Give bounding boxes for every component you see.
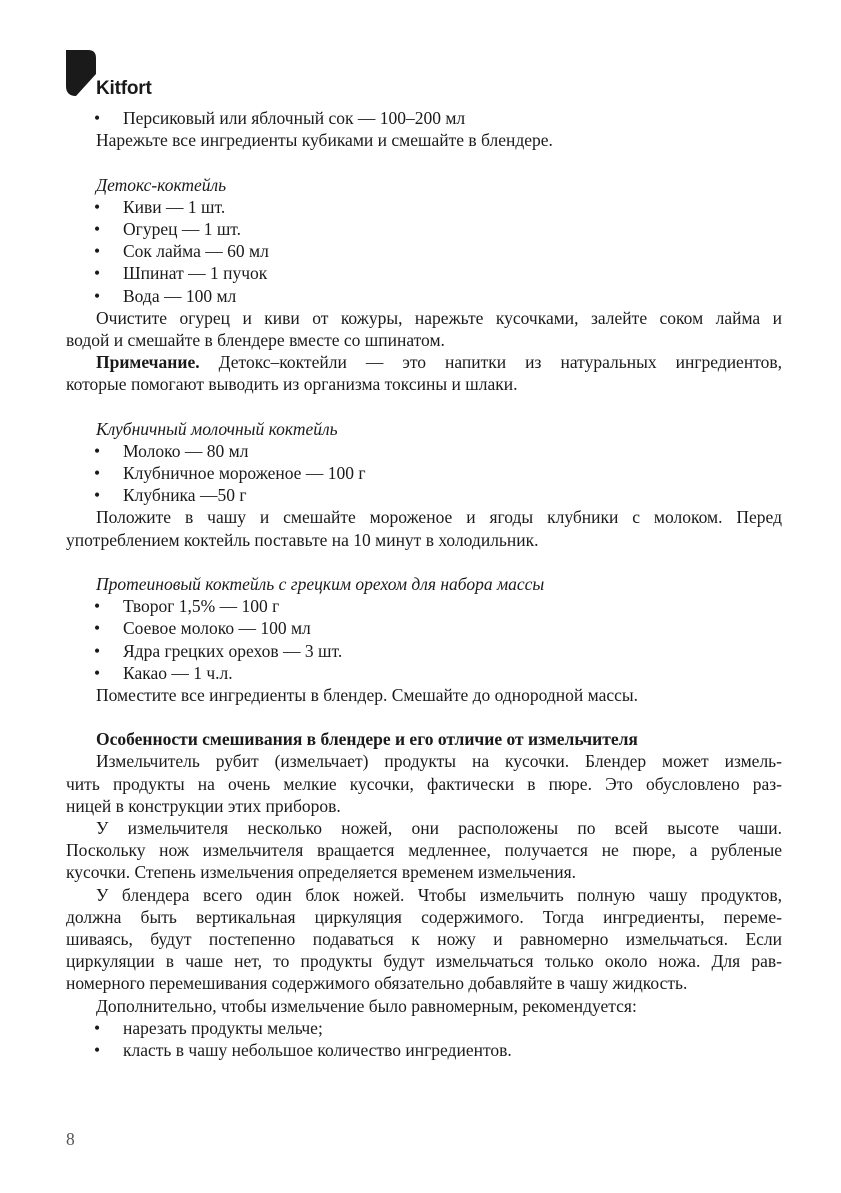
list-item-text: Сок лайма — 60 мл	[123, 241, 269, 262]
brand-name: Kitfort	[96, 78, 152, 99]
recipe-title: Протеиновый коктейль с грецким орехом для набора массы	[96, 573, 545, 594]
list-item	[66, 462, 782, 484]
bullet: •	[94, 218, 101, 239]
paragraph-line: циркуляции в чаше нет, то продукты будут измельчаться только около ножа. Для рав-	[66, 951, 782, 972]
paragraph-line: У измельчителя несколько ножей, они расположены по всей высоте чаши.	[96, 818, 782, 838]
bullet: •	[94, 108, 101, 128]
recipe-title: Клубничный молочный коктейль	[96, 418, 338, 439]
bullet: •	[94, 618, 101, 639]
paragraph-line: водой и смешайте в блендере вместе со шпинатом.	[66, 329, 445, 350]
list-item-text: Молоко — 80 мл	[123, 440, 249, 461]
list-item-text: Вода — 100 мл	[123, 285, 237, 306]
list-item	[66, 595, 782, 617]
note-line	[66, 351, 782, 373]
list-item	[66, 440, 782, 462]
list-item-text: Творог 1,5% — 100 г	[123, 596, 280, 617]
list-item	[66, 617, 782, 639]
paragraph-line: Дополнительно, чтобы измельчение было равномерным, рекомендуется:	[96, 995, 637, 1016]
list-item-text: Киви — 1 шт.	[123, 196, 226, 217]
list-item-text: Огурец — 1 шт.	[123, 218, 242, 239]
list-item-text: нарезать продукты мельче;	[123, 1017, 323, 1038]
page-number: 8	[66, 1129, 75, 1149]
list-item	[66, 1039, 782, 1061]
paragraph-line: Поместите все ингредиенты в блендер. Смешайте до однородной массы.	[96, 684, 639, 705]
list-item	[66, 1017, 782, 1039]
bullet: •	[94, 662, 101, 683]
paragraph-line: кусочки. Степень измельчения определяется временем измельчения.	[66, 862, 577, 883]
list-item-text: Клубничное мороженое — 100 г	[123, 463, 366, 483]
bullet: •	[94, 1039, 101, 1060]
paragraph-line: употреблением коктейль поставьте на 10 минут в холодильник.	[66, 529, 539, 550]
bullet: •	[94, 485, 101, 506]
list-item	[66, 107, 782, 129]
bullet: •	[94, 596, 101, 617]
note-line: которые помогают выводить из организма токсины и шлаки.	[66, 374, 518, 395]
recipe-title: Детокс-коктейль	[96, 174, 227, 195]
list-item	[66, 662, 782, 684]
list-item	[66, 240, 782, 262]
section-heading: Особенности смешивания в блендере и его отличие от измельчителя	[96, 729, 638, 750]
list-item	[66, 640, 782, 662]
list-item-text: Персиковый или яблочный сок — 100–200 мл	[123, 108, 466, 128]
paragraph-line: У блендера всего один блок ножей. Чтобы измельчить полную чашу продуктов,	[96, 884, 782, 905]
bullet: •	[94, 196, 101, 217]
paragraph-line: ницей в конструкции этих приборов.	[66, 795, 341, 816]
kitfort-logo	[66, 50, 186, 100]
bullet: •	[94, 640, 101, 661]
paragraph-line: должна быть вертикальная циркуляция содержимого. Тогда ингредиенты, переме-	[66, 906, 782, 927]
paragraph-line: Поскольку нож измельчителя вращается медленнее, получается не пюре, а рубленые	[66, 840, 782, 861]
paragraph-line: номерного перемешивания содержимого обязательно добавляйте в чашу жидкость.	[66, 973, 688, 994]
list-item-text: Ядра грецких орехов — 3 шт.	[123, 640, 343, 661]
list-item-text: Какао — 1 ч.л.	[123, 662, 233, 683]
paragraph-line: Очистите огурец и киви от кожуры, нарежьте кусочками, залейте соком лайма и	[96, 307, 782, 328]
list-item	[66, 262, 782, 284]
list-item-text: Клубника —50 г	[123, 485, 247, 506]
note-label: Примечание.	[96, 352, 200, 373]
list-item	[66, 285, 782, 307]
bullet: •	[94, 263, 101, 284]
paragraph: Нарежьте все ингредиенты кубиками и смешайте в блендере.	[96, 130, 553, 151]
paragraph-line: Положите в чашу и смешайте мороженое и ягоды клубники с молоком. Перед	[96, 507, 782, 528]
list-item-text: класть в чашу небольшое количество ингредиентов.	[123, 1039, 512, 1060]
bullet: •	[94, 1017, 101, 1038]
paragraph-line: Измельчитель рубит (измельчает) продукты на кусочки. Блендер может измель-	[96, 751, 782, 772]
document-body	[66, 107, 782, 1061]
bullet: •	[94, 440, 101, 461]
bullet: •	[94, 463, 101, 483]
list-item	[66, 484, 782, 506]
list-item	[66, 218, 782, 240]
list-item-text: Соевое молоко — 100 мл	[123, 618, 311, 639]
kitfort-logo-icon	[66, 50, 96, 96]
bullet: •	[94, 241, 101, 262]
note-text: Детокс–коктейли — это напитки из натуральных ингредиентов,	[218, 352, 782, 373]
paragraph-line: чить продукты на очень мелкие кусочки, фактически в пюре. Это обусловлено раз-	[66, 773, 782, 794]
list-item-text: Шпинат — 1 пучок	[123, 263, 268, 284]
bullet: •	[94, 285, 101, 306]
list-item	[66, 196, 782, 218]
paragraph-line: шиваясь, будут постепенно подаваться к ножу и равномерно измельчаться. Если	[66, 928, 782, 949]
